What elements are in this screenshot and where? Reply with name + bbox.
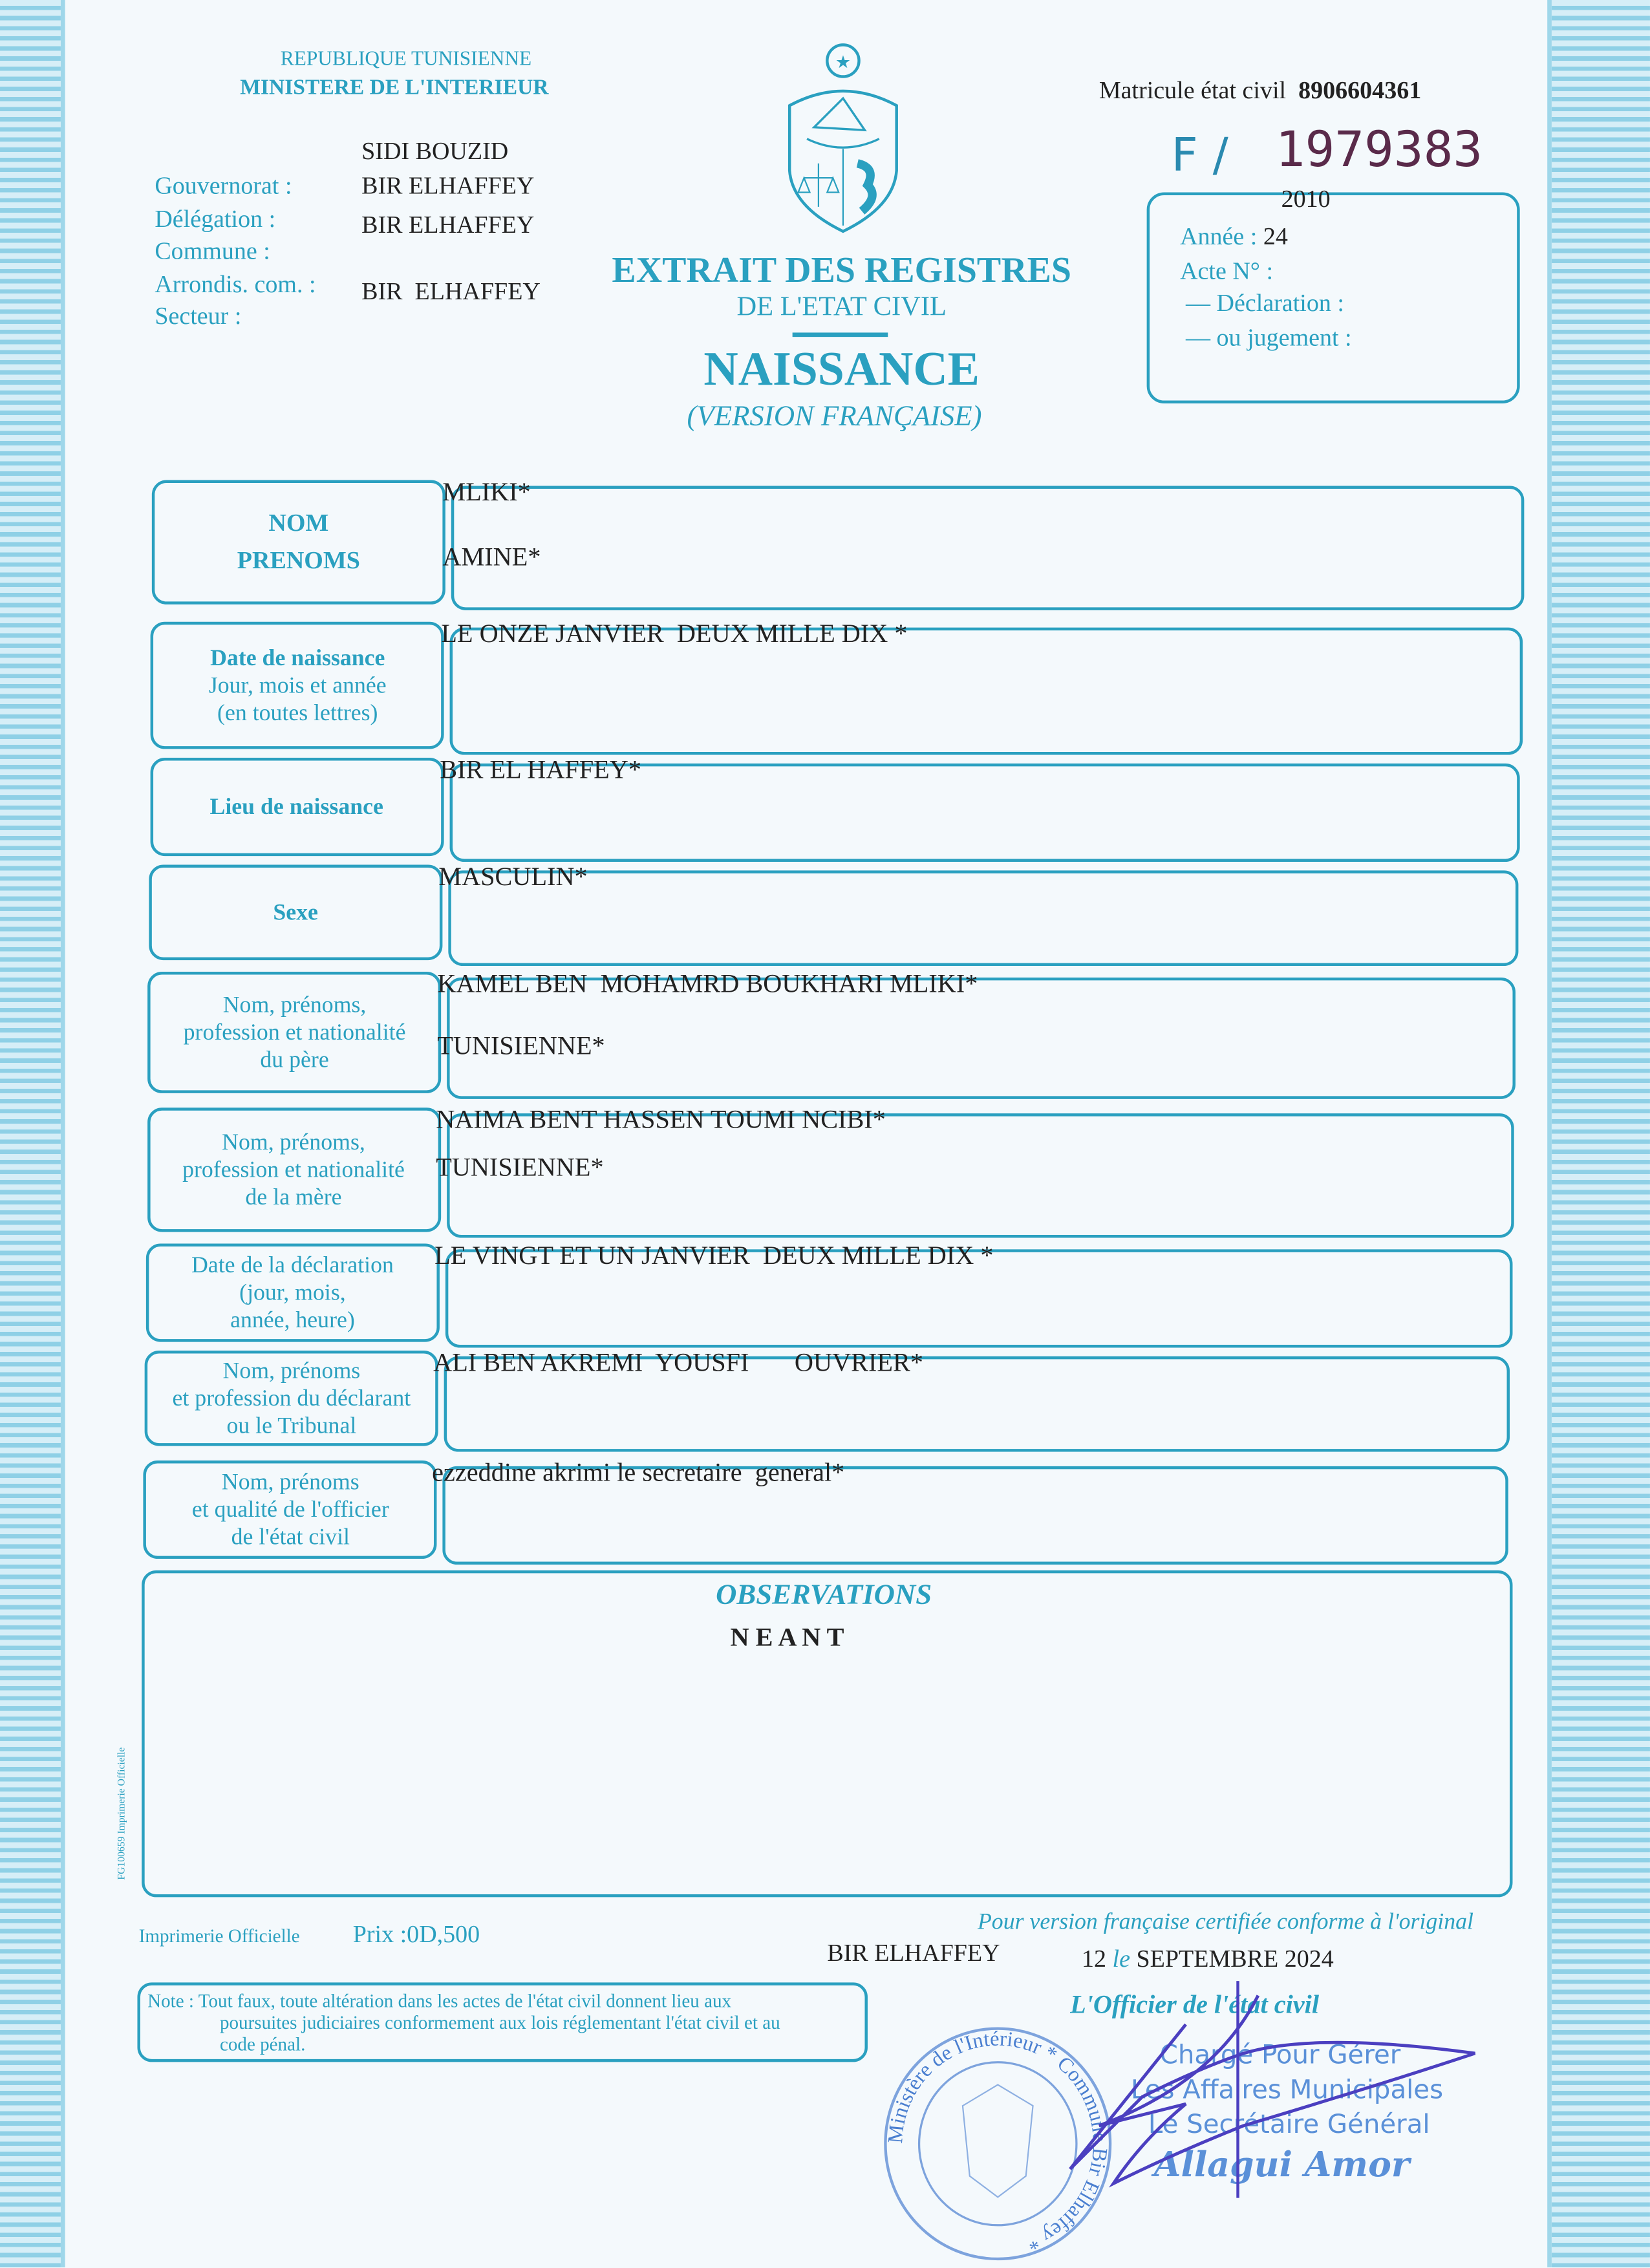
ministry-label: MINISTERE DE L'INTERIEUR	[240, 76, 549, 100]
matricule-value: 8906604361	[1298, 76, 1422, 105]
matricule-label: Matricule état civil	[1098, 76, 1287, 105]
row-label-box	[151, 622, 444, 749]
row-value: LE ONZE JANVIER DEUX MILLE DIX *	[441, 619, 908, 648]
row-label-line: de la mère	[245, 1184, 342, 1210]
row-label-line: Sexe	[273, 900, 318, 925]
commune-value: BIR ELHAFFEY	[361, 211, 535, 239]
note-line: poursuites judiciaires conformement aux lois réglementant l'état civil et au	[219, 2011, 780, 2033]
row-label-line: Nom, prénoms	[221, 1470, 359, 1495]
row-label-line: et profession du déclarant	[172, 1385, 411, 1411]
certified-statement: Pour version française certifiée conforme à l'original	[977, 1910, 1473, 1935]
observations-box	[142, 1570, 1512, 1897]
declaration-label: — Déclaration :	[1186, 289, 1344, 317]
row-label-line: Nom, prénoms,	[222, 1129, 365, 1155]
location-labels	[155, 171, 316, 334]
issue-month-year: SEPTEMBRE 2024	[1136, 1945, 1334, 1973]
acte-number-label: Acte N° :	[1180, 257, 1274, 285]
arrondissement-value: BIR ELHAFFEY	[361, 277, 541, 305]
printer-label: Imprimerie Officielle	[138, 1924, 300, 1947]
note-line: Tout faux, toute altération dans les actes de l'état civil donnent lieu aux	[198, 1989, 732, 2012]
svg-text:★: ★	[835, 52, 851, 72]
document-type: NAISSANCE	[703, 344, 980, 396]
row-label-box	[144, 1460, 437, 1559]
row-value: LE VINGT ET UN JANVIER DEUX MILLE DIX *	[434, 1241, 994, 1270]
row-label-box	[147, 1107, 440, 1232]
row-label-line: Lieu de naissance	[209, 795, 383, 820]
price: Prix :0D,500	[352, 1920, 480, 1948]
row-value: ezzeddine akrimi le secretaire general*	[432, 1457, 845, 1487]
row-value: BIR EL HAFFEY*	[440, 754, 641, 784]
row-label-box	[149, 864, 442, 960]
row-label-line: Date de la déclaration	[191, 1253, 394, 1278]
stamp-line: Allagui Amor	[1153, 2143, 1410, 2185]
note-line: code pénal.	[219, 2033, 306, 2055]
row-label-line: Nom, prénoms	[222, 1358, 361, 1384]
row-label-line: (en toutes lettres)	[217, 700, 378, 725]
row-label-line: Nom, prénoms,	[222, 992, 367, 1018]
row-label-line: du père	[260, 1047, 329, 1073]
arrondissement-label: Arrondis. com. :	[155, 270, 316, 297]
row-label-box	[152, 480, 445, 604]
stamp-line: Les Affaires Municipales	[1131, 2075, 1444, 2106]
title-divider	[793, 332, 888, 337]
annee	[1180, 221, 1288, 253]
serial-prefix: F /	[1171, 127, 1228, 182]
row-label-box	[145, 1243, 439, 1342]
row-value: TUNISIENNE*	[436, 1152, 604, 1182]
row-value-box	[448, 870, 1518, 966]
row-value-box	[451, 486, 1525, 610]
left-guilloche-border	[0, 0, 65, 2267]
gouvernorat-label: Gouvernorat :	[155, 172, 292, 200]
republic-label: REPUBLIQUE TUNISIENNE	[280, 49, 532, 71]
row-label-line: profession et nationalité	[183, 1020, 406, 1045]
stamp-line: Le Secrétaire Général	[1148, 2110, 1430, 2141]
row-label-line: Date de naissance	[210, 645, 385, 670]
row-value: KAMEL BEN MOHAMRD BOUKHARI MLIKI*	[437, 968, 978, 998]
note-label: Note :	[147, 1989, 195, 2012]
observations-value: N E A N T	[730, 1622, 844, 1652]
issue-day: 12	[1081, 1945, 1106, 1973]
serial-number: 1979383	[1275, 121, 1483, 180]
row-label-line: de l'état civil	[231, 1524, 350, 1550]
row-value: MLIKI*	[442, 477, 531, 506]
row-label-box	[148, 972, 442, 1093]
gouvernorat-value: SIDI BOUZID	[361, 137, 509, 165]
annee-value: 24	[1263, 222, 1288, 250]
issue-le: le	[1112, 1945, 1130, 1973]
delegation-label: Délégation :	[155, 204, 276, 232]
commune-label: Commune :	[155, 237, 270, 265]
version-label: (VERSION FRANÇAISE)	[687, 400, 982, 433]
officer-title: L'Officier de l'état civil	[1070, 1989, 1320, 2019]
acte-year: 2010	[1281, 185, 1331, 213]
issue-place: BIR ELHAFFEY	[827, 1939, 1000, 1967]
row-label-line: Jour, mois et année	[208, 673, 387, 698]
secteur-label: Secteur :	[155, 302, 242, 330]
annee-label: Année :	[1180, 222, 1258, 250]
row-label-line: ou le Tribunal	[226, 1413, 357, 1439]
row-value: ALI BEN AKREMI YOUSFI OUVRIER*	[433, 1347, 923, 1377]
row-label-line: PRENOMS	[237, 546, 360, 574]
row-label-line: année, heure)	[230, 1308, 355, 1333]
row-label-line: profession et nationalité	[182, 1157, 405, 1182]
row-label-line: NOM	[268, 509, 329, 537]
title-line1: EXTRAIT DES REGISTRES	[612, 251, 1072, 291]
row-value: NAIMA BENT HASSEN TOUMI NCIBI*	[436, 1104, 886, 1134]
matricule	[1099, 77, 1421, 106]
title-line2: DE L'ETAT CIVIL	[736, 292, 947, 323]
row-label-line: (jour, mois,	[239, 1280, 346, 1305]
row-label-box	[145, 1351, 438, 1446]
coat-of-arms-emblem	[778, 41, 908, 236]
note	[147, 1990, 780, 2055]
jugement-label: — ou jugement :	[1186, 323, 1352, 352]
handwritten-signature	[954, 1967, 1490, 2227]
stamp-line: Chargé Pour Gérer	[1159, 2040, 1401, 2071]
row-label-box	[150, 758, 444, 856]
delegation-value: BIR ELHAFFEY	[361, 172, 535, 200]
side-print: FG100659 Imprimerie Officielle	[115, 1747, 127, 1880]
row-value: AMINE*	[442, 542, 541, 572]
observations-label: OBSERVATIONS	[716, 1579, 932, 1611]
stamp-ring-text: Ministère de l'Intérieur * Commune Bir Elhaffey *	[883, 2027, 1112, 2255]
row-value: TUNISIENNE*	[437, 1031, 605, 1060]
row-label-line: et qualité de l'officier	[191, 1497, 389, 1523]
row-value: MASCULIN*	[438, 862, 588, 891]
right-guilloche-border	[1547, 0, 1650, 2267]
